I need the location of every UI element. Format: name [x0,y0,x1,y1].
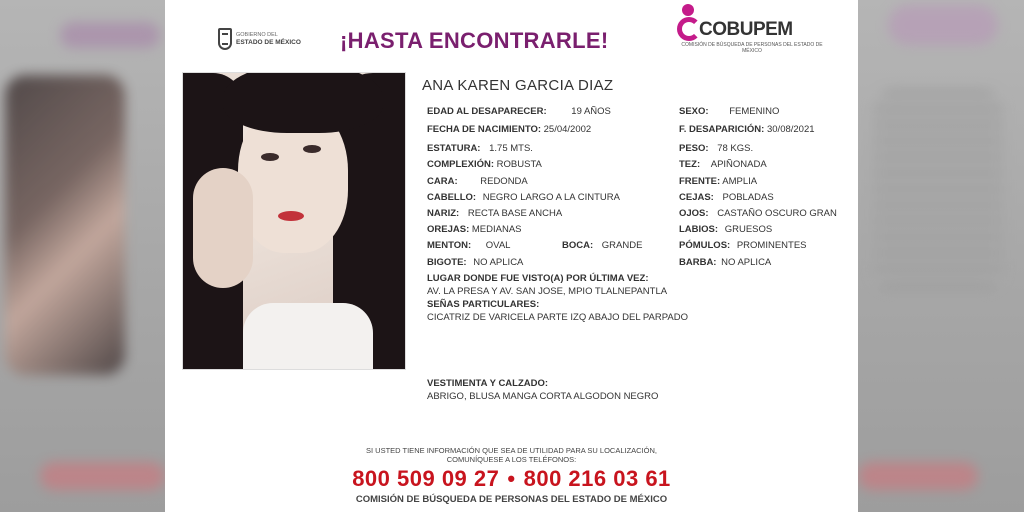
detail-label: CABELLO: [427,192,477,203]
detail-value: 1.75 MTS. [489,143,533,154]
detail-label: F. DESAPARICIÓN: [679,124,765,135]
detail-value: 30/08/2021 [766,124,815,135]
detail-value: NO APLICA [473,257,524,268]
cobupem-name: COBUPEM [699,19,793,40]
gov-edomex-logo [218,28,301,50]
detail-label: PESO: [679,143,709,154]
detail-label: TEZ: [679,159,701,170]
footer-commission: COMISIÓN DE BÚSQUEDA DE PERSONAS DEL ESTADO DE MÉXICO [355,494,668,505]
detail-value: NEGRO LARGO A LA CINTURA [482,192,620,203]
detail-value: PROMINENTES [736,240,807,251]
detail-value: AV. LA PRESA Y AV. SAN JOSE, MPIO TLALNEPANTLA [427,286,668,297]
detail-value: GRUESOS [724,224,773,235]
gov-line2: ESTADO DE MÉXICO [236,39,301,46]
vestimenta-label: VESTIMENTA Y CALZADO: [427,378,549,389]
person-ring-icon [677,4,699,44]
crest-icon [218,28,232,50]
vestimenta-value: ABRIGO, BLUSA MANGA CORTA ALGODON NEGRO [427,391,659,402]
blurred-photo [5,75,125,375]
detail-boca [562,240,642,251]
detail-value: RECTA BASE ANCHA [467,208,563,219]
photo-shirt [243,303,373,370]
detail-complexion [427,159,542,170]
detail-label: PÓMULOS: [679,240,731,251]
detail-menton [427,240,510,251]
ring-icon [677,17,701,41]
phone-separator: • [507,466,516,491]
photo-lips [278,211,304,221]
detail-label: BIGOTE: [427,257,467,268]
detail-label: LUGAR DONDE FUE VISTO(A) POR ÚLTIMA VEZ: [427,273,649,284]
photo-eye [303,145,321,153]
person-head-icon [682,4,694,16]
phone-number-2[interactable]: 800 216 03 61 [523,466,671,491]
photo-eye [261,153,279,161]
blurred-phone-text [40,462,165,490]
detail-value: NO APLICA [721,257,772,268]
missing-person-poster [165,0,858,512]
detail-label: FRENTE: [679,176,721,187]
detail-pomulos [679,240,807,251]
detail-label: SEÑAS PARTICULARES: [427,299,540,310]
detail-tez [679,159,767,170]
detail-nacimiento [427,124,591,135]
detail-desaparicion [679,124,815,135]
detail-label: MENTON: [427,240,472,251]
detail-estatura [427,143,533,154]
detail-nariz [427,208,562,219]
detail-label: OJOS: [679,208,709,219]
detail-label: NARIZ: [427,208,460,219]
blurred-background-left [0,0,165,512]
photo-hand [193,168,253,288]
detail-cara [427,176,528,187]
detail-edad [427,106,611,117]
detail-label: BARBA: [679,257,717,268]
blurred-background-right [858,0,1024,512]
detail-sexo [679,106,779,117]
detail-orejas [427,224,522,235]
detail-value: POBLADAS [722,192,774,203]
detail-value: CASTAÑO OSCURO GRAN [717,208,837,219]
detail-bigote [427,257,523,268]
detail-label: COMPLEXIÓN: [427,159,495,170]
contact-info-text [165,446,858,464]
detail-value: FEMENINO [729,106,780,117]
detail-frente [679,176,757,187]
detail-labios [679,224,772,235]
detail-value: 78 KGS. [717,143,754,154]
detail-label: OREJAS: [427,224,470,235]
detail-lugar [427,286,667,297]
phone-numbers [165,466,858,492]
detail-lugar-label [427,273,649,284]
detail-value: APIÑONADA [710,159,767,170]
detail-value: 25/04/2002 [543,124,592,135]
headline: ¡HASTA ENCONTRARLE! [340,28,609,53]
detail-label: CEJAS: [679,192,714,203]
detail-value: REDONDA [480,176,528,187]
detail-label: LABIOS: [679,224,719,235]
detail-ojos [679,208,837,219]
detail-label: SEXO: [679,106,709,117]
gov-logo-text [236,32,301,46]
detail-barba [679,257,771,268]
detail-label: ESTATURA: [427,143,481,154]
blurred-phone-text [858,462,978,490]
detail-value: AMPLIA [722,176,758,187]
detail-senas [427,312,688,323]
detail-label: BOCA: [562,240,594,251]
detail-senas-label [427,299,539,310]
gov-line1: GOBIERNO DEL [236,32,278,38]
detail-peso [679,143,753,154]
person-name: ANA KAREN GARCIA DIAZ [422,77,614,94]
detail-value: MEDIANAS [471,224,522,235]
cobupem-subtitle: COMISIÓN DE BÚSQUEDA DE PERSONAS DEL ESTADO DE MÉXICO [681,42,823,54]
detail-value: ROBUSTA [496,159,542,170]
detail-label: FECHA DE NACIMIENTO: [427,124,541,135]
phone-number-1[interactable]: 800 509 09 27 [352,466,500,491]
contact-info-line2: COMUNÍQUESE A LOS TELÉFONOS: [446,455,577,464]
photo-bangs [223,72,383,133]
detail-value: GRANDE [601,240,643,251]
blurred-logo [888,5,998,45]
detail-label: CARA: [427,176,458,187]
detail-value: CICATRIZ DE VARICELA PARTE IZQ ABAJO DEL PARPADO [427,312,688,323]
detail-cejas [679,192,774,203]
blurred-details [873,90,1003,290]
detail-label: EDAD AL DESAPARECER: [427,106,547,117]
person-photo [182,72,406,370]
blurred-headline [60,22,160,48]
detail-value: OVAL [485,240,511,251]
contact-info-line1: SI USTED TIENE INFORMACIÓN QUE SEA DE UTILIDAD PARA SU LOCALIZACIÓN, [365,446,658,455]
cobupem-logo [675,2,825,60]
detail-value: 19 AÑOS [571,106,611,117]
detail-cabello [427,192,620,203]
